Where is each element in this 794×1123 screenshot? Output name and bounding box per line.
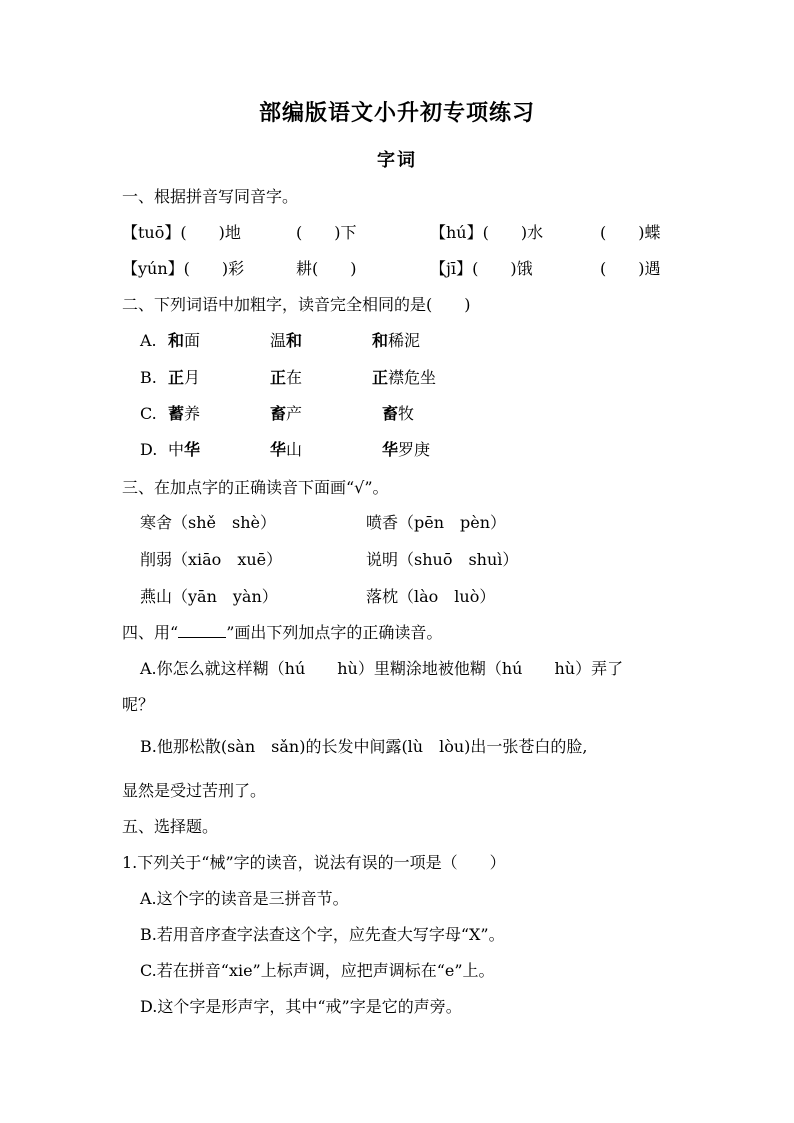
q2-option-c-label: C.	[140, 404, 157, 423]
q1-row2-item1: 【yún】( )彩	[122, 259, 245, 278]
page-subtitle: 字词	[377, 150, 417, 171]
q5-question: 1.下列关于“械”字的读音，说法有误的一项是（ ）	[122, 853, 506, 872]
q4-heading: 四、用“ ”画出下列加点字的正确读音。	[122, 623, 443, 642]
q4-item-a-line2: 呢？	[122, 695, 155, 714]
q3-row2-left: 削弱（xiāo xuē）	[140, 550, 283, 569]
q2-option-a-label: A.	[140, 331, 157, 350]
q1-row2-item3: 【jī】( )饿	[430, 259, 533, 278]
q1-heading: 一、根据拼音写同音字。	[122, 187, 299, 206]
q2-option-d-label: D.	[140, 440, 158, 459]
q2-option-d-word2: 华山	[270, 440, 303, 459]
q1-row1-item4: ( )蝶	[600, 223, 661, 242]
q2-option-c-word3: 畜牧	[382, 404, 415, 423]
q4-item-b-line1: B.他那松散(sàn sǎn)的长发中间露(lù lòu)出一张苍白的脸,	[140, 737, 588, 756]
q3-row3-left: 燕山（yān yàn）	[140, 587, 278, 606]
q1-row2-item4: ( )遇	[600, 259, 661, 278]
q3-row1-right: 喷香（pēn pèn）	[366, 513, 507, 532]
q4-item-b-line2: 显然是受过苦刑了。	[122, 781, 267, 800]
answer-underline-sample	[178, 623, 226, 638]
q2-heading: 二、下列词语中加粗字，读音完全相同的是( )	[122, 295, 471, 314]
q1-row1-item3: 【hú】( )水	[430, 223, 544, 242]
q1-row1-item1: 【tuō】( )地	[122, 223, 241, 242]
q2-option-a-word1: 和面	[168, 331, 201, 350]
q3-row3-right: 落枕（lào luò）	[366, 587, 496, 606]
q2-option-b-word1: 正月	[168, 368, 201, 387]
q2-option-b-label: B.	[140, 368, 157, 387]
q5-option-b: B.若用音序查字法查这个字，应先查大写字母“X”。	[140, 925, 505, 944]
q2-option-b-word2: 正在	[270, 368, 303, 387]
q3-heading: 三、在加点字的正确读音下面画“√”。	[122, 478, 389, 497]
q1-row1-item2: ( )下	[296, 223, 357, 242]
q2-option-d-word1: 中华	[168, 440, 201, 459]
q2-option-c-word2: 畜产	[270, 404, 303, 423]
q1-row2-item2: 耕( )	[296, 259, 357, 278]
q5-option-c: C.若在拼音“xie”上标声调，应把声调标在“e”上。	[140, 961, 495, 980]
page-title: 部编版语文小升初专项练习	[258, 100, 535, 126]
q2-option-d-word3: 华罗庚	[382, 440, 431, 459]
q2-option-c-word1: 蓄养	[168, 404, 201, 423]
q5-heading: 五、选择题。	[122, 817, 219, 836]
q5-option-d: D.这个字是形声字，其中“戒”字是它的声旁。	[140, 997, 462, 1016]
q2-option-b-word3: 正襟危坐	[372, 368, 437, 387]
q4-item-a-line1: A.你怎么就这样糊（hú hù）里糊涂地被他糊（hú hù）弄了	[140, 659, 624, 678]
q5-option-a: A.这个字的读音是三拼音节。	[140, 889, 349, 908]
q2-option-a-word2: 温和	[270, 331, 303, 350]
q3-row1-left: 寒舍（shě shè）	[140, 513, 276, 532]
q2-option-a-word3: 和稀泥	[372, 331, 421, 350]
q3-row2-right: 说明（shuō shuì）	[366, 550, 519, 569]
